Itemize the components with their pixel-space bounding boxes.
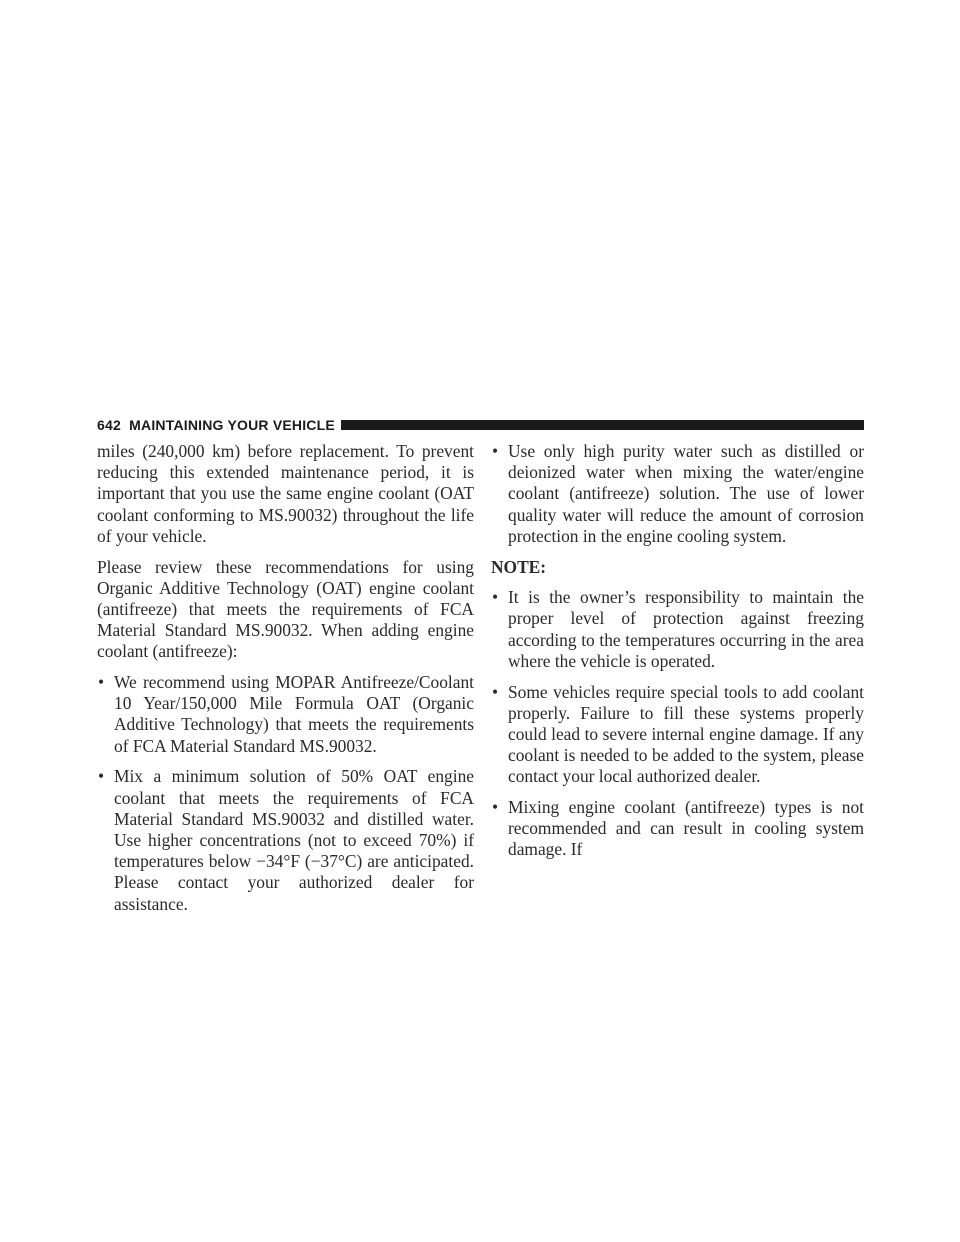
paragraph: Please review these recommendations for using Organic Additive Technology (OAT) engine coolant (antifreeze) that meets the requirements of FCA Material Standard MS.90032. When adding engine coolant (antifreeze): <box>97 556 474 662</box>
page-number: 642 <box>97 417 121 433</box>
list-item-text: Mix a minimum solution of 50% OAT engine coolant that meets the requirements of FCA Material Standard MS.90032 and distilled water. Use higher concentrations (not to exceed 70%) if temperatures below −34°F (−37°C) are anticipated. Please contact your authorized dealer for assistance. <box>114 766 474 914</box>
list-item-text: Use only high purity water such as distilled or deionized water when mixing the water/engine coolant (antifreeze) solution. The use of lower quality water will reduce the amount of corrosion protection in the engine cooling system. <box>508 441 864 546</box>
right-column <box>491 441 864 870</box>
section-title: MAINTAINING YOUR VEHICLE <box>129 417 335 433</box>
list-item <box>97 766 474 914</box>
bullet-icon: • <box>492 441 499 461</box>
header-rule <box>341 420 864 430</box>
list-item <box>491 797 864 861</box>
list-item-text: Some vehicles require special tools to add coolant properly. Failure to fill these systems properly could lead to severe internal engine damage. If any coolant is needed to be added to the system, please contact your local authorized dealer. <box>508 681 864 787</box>
page-header <box>97 416 864 434</box>
bullet-icon: • <box>492 797 499 818</box>
list-item-text: It is the owner’s responsibility to maintain the proper level of protection against freezing according to the temperatures occurring in the area where the vehicle is operated. <box>508 587 864 671</box>
list-item-text: We recommend using MOPAR Antifreeze/Coolant 10 Year/150,000 Mile Formula OAT (Organic Additive Technology) that meets the requirements of FCA Material Standard MS.90032. <box>114 672 474 756</box>
left-column <box>97 441 474 924</box>
list-item <box>491 682 864 788</box>
list-item <box>491 441 864 547</box>
list-item <box>491 587 864 672</box>
bullet-icon: • <box>98 672 105 693</box>
list-item-text: Mixing engine coolant (antifreeze) types is not recommended and can result in cooling system damage. If <box>508 797 864 860</box>
paragraph: miles (240,000 km) before replacement. To prevent reducing this extended maintenance period, it is important that you use the same engine coolant (OAT coolant conforming to MS.90032) throughout the life of your vehicle. <box>97 441 474 546</box>
bullet-icon: • <box>492 681 499 702</box>
bullet-icon: • <box>98 766 105 787</box>
bullet-icon: • <box>492 587 499 608</box>
note-label: NOTE: <box>491 556 547 577</box>
header-label <box>97 417 341 433</box>
list-item <box>97 672 474 757</box>
